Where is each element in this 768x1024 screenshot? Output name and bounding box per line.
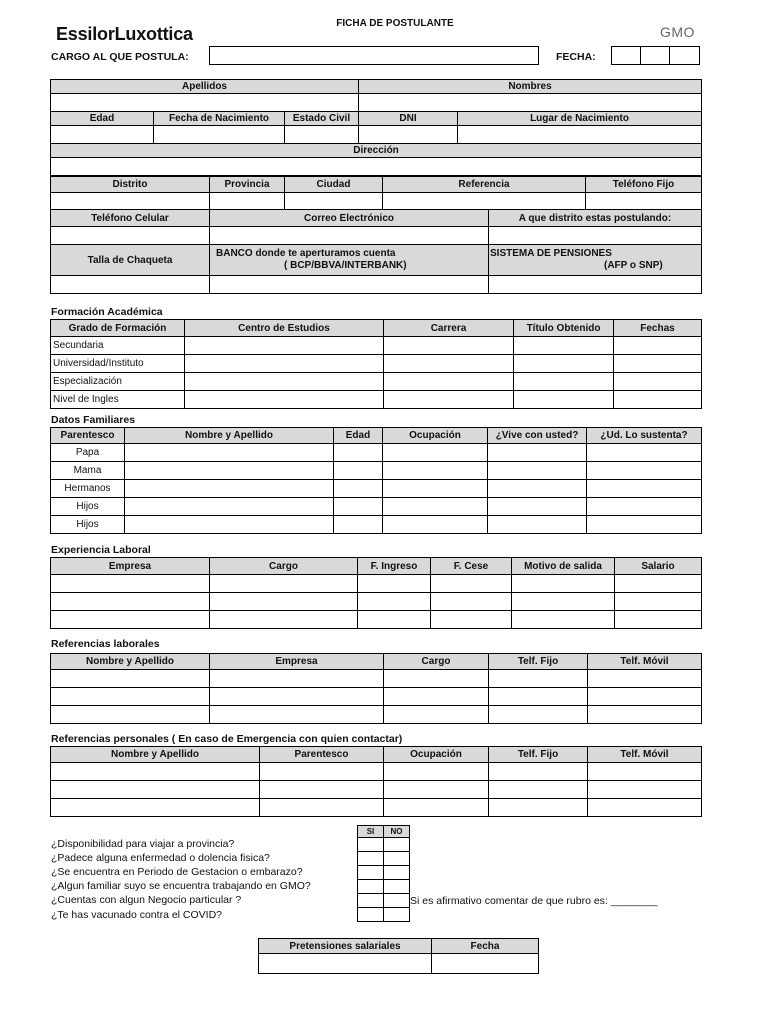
experiencia-cell[interactable] <box>358 593 431 611</box>
question-gestacion: ¿Se encuentra en Periodo de Gestacion o embarazo? <box>51 866 303 878</box>
experiencia-cell[interactable] <box>512 575 615 593</box>
experiencia-cell[interactable] <box>210 593 358 611</box>
brand-logo: GMO <box>660 24 695 40</box>
question-viajar: ¿Disponibilidad para viajar a provincia? <box>51 838 235 850</box>
table-row <box>51 462 702 480</box>
banco-header <box>210 245 489 276</box>
familiares-row-label: Papa <box>51 444 125 462</box>
formacion-header-fechas: Fechas <box>614 320 702 337</box>
lugar-nacimiento-header: Lugar de Nacimiento <box>458 112 702 126</box>
ref-laborales-header-empresa: Empresa <box>210 654 384 670</box>
fecha-nacimiento-input[interactable] <box>154 126 285 144</box>
ref-personales-header-fijo: Telf. Fijo <box>489 747 588 763</box>
dni-input[interactable] <box>359 126 458 144</box>
table-row <box>51 444 702 462</box>
contact-data-table <box>50 176 702 211</box>
ref-personales-cell[interactable] <box>384 799 489 817</box>
familiares-cell[interactable] <box>488 516 587 534</box>
referencia-input[interactable] <box>383 193 586 211</box>
no-checkbox[interactable] <box>384 894 410 908</box>
direccion-input[interactable] <box>51 158 702 176</box>
pretensiones-header: Pretensiones salariales <box>259 939 432 954</box>
talla-chaqueta-header: Talla de Chaqueta <box>51 245 210 276</box>
ref-laborales-header-movil: Telf. Móvil <box>588 654 702 670</box>
referencia-header: Referencia <box>383 177 586 193</box>
ref-personales-cell[interactable] <box>489 763 588 781</box>
estado-civil-header: Estado Civil <box>285 112 359 126</box>
familiares-cell[interactable] <box>383 480 488 498</box>
familiares-header-sustenta: ¿Ud. Lo sustenta? <box>587 428 702 444</box>
formacion-table <box>50 319 702 409</box>
cargo-label: CARGO AL QUE POSTULA: <box>51 51 189 63</box>
formacion-cell[interactable] <box>514 355 614 373</box>
experiencia-cell[interactable] <box>51 593 210 611</box>
question-familiar-gmo: ¿Algun familiar suyo se encuentra trabajando en GMO? <box>51 880 311 892</box>
table-row <box>51 593 702 611</box>
formacion-cell[interactable] <box>384 355 514 373</box>
familiares-row-label: Hermanos <box>51 480 125 498</box>
familiares-cell[interactable] <box>488 444 587 462</box>
familiares-cell[interactable] <box>125 480 334 498</box>
si-checkbox[interactable] <box>358 852 384 866</box>
personal-data-table <box>50 79 702 176</box>
ref-personales-cell[interactable] <box>51 763 260 781</box>
formacion-cell[interactable] <box>185 337 384 355</box>
experiencia-header-cese: F. Cese <box>431 558 512 575</box>
fecha-nacimiento-header: Fecha de Nacimiento <box>154 112 285 126</box>
no-checkbox[interactable] <box>384 866 410 880</box>
formacion-row-label: Especialización <box>51 373 185 391</box>
pretensiones-input[interactable] <box>259 954 432 974</box>
formacion-row-label: Secundaria <box>51 337 185 355</box>
ref-personales-header-ocupacion: Ocupación <box>384 747 489 763</box>
familiares-cell[interactable] <box>587 444 702 462</box>
ref-laborales-section-title: Referencias laborales <box>51 638 160 650</box>
ref-laborales-cell[interactable] <box>384 670 489 688</box>
familiares-row-label: Mama <box>51 462 125 480</box>
si-checkbox[interactable] <box>358 838 384 852</box>
table-row <box>51 337 702 355</box>
rubro-comment: Si es afirmativo comentar de que rubro es: ________ <box>410 895 658 907</box>
table-row <box>51 391 702 409</box>
ref-personales-cell[interactable] <box>384 781 489 799</box>
table-row <box>51 575 702 593</box>
nombres-header: Nombres <box>359 80 702 94</box>
banco-header-line2: ( BCP/BBVA/INTERBANK) <box>284 260 407 271</box>
ref-personales-cell[interactable] <box>588 781 702 799</box>
formacion-cell[interactable] <box>614 373 702 391</box>
table-row <box>51 355 702 373</box>
experiencia-cell[interactable] <box>358 575 431 593</box>
formacion-cell[interactable] <box>384 337 514 355</box>
familiares-header-edad: Edad <box>334 428 383 444</box>
formacion-header-centro: Centro de Estudios <box>185 320 384 337</box>
familiares-cell[interactable] <box>334 498 383 516</box>
formacion-cell[interactable] <box>514 373 614 391</box>
table-row <box>51 611 702 629</box>
si-checkbox[interactable] <box>358 866 384 880</box>
formacion-cell[interactable] <box>614 337 702 355</box>
form-title: FICHA DE POSTULANTE <box>336 18 454 29</box>
telefono-fijo-header: Teléfono Fijo <box>586 177 702 193</box>
telefono-celular-header: Teléfono Celular <box>51 210 210 227</box>
provincia-header: Provincia <box>210 177 285 193</box>
si-no-table <box>357 825 410 922</box>
banco-header-line1: BANCO donde te aperturamos cuenta <box>216 248 396 259</box>
familiares-cell[interactable] <box>125 498 334 516</box>
ciudad-input[interactable] <box>285 193 383 211</box>
ref-laborales-cell[interactable] <box>384 688 489 706</box>
familiares-row-label: Hijos <box>51 498 125 516</box>
banco-input[interactable] <box>210 276 489 294</box>
familiares-cell[interactable] <box>587 498 702 516</box>
ref-personales-header-movil: Telf. Móvil <box>588 747 702 763</box>
familiares-cell[interactable] <box>125 462 334 480</box>
formacion-cell[interactable] <box>614 391 702 409</box>
familiares-section-title: Datos Familiares <box>51 414 136 426</box>
experiencia-cell[interactable] <box>512 593 615 611</box>
question-covid: ¿Te has vacunado contra el COVID? <box>51 909 223 921</box>
correo-input[interactable] <box>210 227 489 245</box>
table-row <box>51 480 702 498</box>
familiares-cell[interactable] <box>383 444 488 462</box>
no-checkbox[interactable] <box>384 880 410 894</box>
formacion-header-carrera: Carrera <box>384 320 514 337</box>
ref-laborales-table <box>50 653 702 724</box>
ref-personales-table <box>50 746 702 817</box>
provincia-input[interactable] <box>210 193 285 211</box>
ref-laborales-cell[interactable] <box>489 670 588 688</box>
familiares-cell[interactable] <box>587 480 702 498</box>
formacion-cell[interactable] <box>185 373 384 391</box>
ref-personales-cell[interactable] <box>260 799 384 817</box>
fecha-day-input[interactable] <box>611 46 641 65</box>
distrito-header: Distrito <box>51 177 210 193</box>
pretensiones-fecha-header: Fecha <box>432 939 539 954</box>
experiencia-cell[interactable] <box>210 611 358 629</box>
familiares-cell[interactable] <box>488 462 587 480</box>
familiares-cell[interactable] <box>383 462 488 480</box>
experiencia-table <box>50 557 702 629</box>
ref-personales-header-parentesco: Parentesco <box>260 747 384 763</box>
familiares-cell[interactable] <box>587 516 702 534</box>
experiencia-cell[interactable] <box>358 611 431 629</box>
no-checkbox[interactable] <box>384 852 410 866</box>
pretensiones-fecha-input[interactable] <box>432 954 539 974</box>
table-row <box>51 799 702 817</box>
pretensiones-table <box>258 938 539 974</box>
experiencia-cell[interactable] <box>615 575 702 593</box>
telefono-fijo-input[interactable] <box>586 193 702 211</box>
ciudad-header: Ciudad <box>285 177 383 193</box>
table-row <box>51 373 702 391</box>
ref-personales-cell[interactable] <box>489 781 588 799</box>
experiencia-header-motivo: Motivo de salida <box>512 558 615 575</box>
experiencia-cell[interactable] <box>615 611 702 629</box>
experiencia-cell[interactable] <box>210 575 358 593</box>
edad-input[interactable] <box>51 126 154 144</box>
experiencia-header-empresa: Empresa <box>51 558 210 575</box>
telefono-celular-input[interactable] <box>51 227 210 245</box>
ref-personales-cell[interactable] <box>588 763 702 781</box>
no-checkbox[interactable] <box>384 908 410 922</box>
si-checkbox[interactable] <box>358 894 384 908</box>
experiencia-section-title: Experiencia Laboral <box>51 544 151 556</box>
ref-personales-section-title: Referencias personales ( En caso de Emergencia con quien contactar) <box>51 733 403 745</box>
no-header: NO <box>384 826 410 838</box>
formacion-row-label: Nivel de Ingles <box>51 391 185 409</box>
ref-personales-cell[interactable] <box>384 763 489 781</box>
formacion-header-titulo: Título Obtenido <box>514 320 614 337</box>
question-enfermedad: ¿Padece alguna enfermedad o dolencia fisica? <box>51 852 270 864</box>
experiencia-cell[interactable] <box>512 611 615 629</box>
familiares-cell[interactable] <box>488 480 587 498</box>
experiencia-cell[interactable] <box>431 575 512 593</box>
lugar-nacimiento-input[interactable] <box>458 126 702 144</box>
ref-laborales-cell[interactable] <box>51 688 210 706</box>
table-row <box>51 781 702 799</box>
ref-laborales-cell[interactable] <box>210 688 384 706</box>
formacion-row-label: Universidad/Instituto <box>51 355 185 373</box>
experiencia-cell[interactable] <box>615 593 702 611</box>
distrito-input[interactable] <box>51 193 210 211</box>
ref-laborales-cell[interactable] <box>588 706 702 724</box>
direccion-header: Dirección <box>51 144 702 158</box>
formacion-header-grado: Grado de Formación <box>51 320 185 337</box>
table-row <box>51 670 702 688</box>
dni-header: DNI <box>359 112 458 126</box>
fecha-year-input[interactable] <box>669 46 700 65</box>
experiencia-cell[interactable] <box>431 593 512 611</box>
familiares-cell[interactable] <box>125 516 334 534</box>
familiares-cell[interactable] <box>334 462 383 480</box>
ref-laborales-cell[interactable] <box>489 706 588 724</box>
ref-laborales-cell[interactable] <box>51 706 210 724</box>
experiencia-header-salario: Salario <box>615 558 702 575</box>
ref-personales-cell[interactable] <box>588 799 702 817</box>
experiencia-header-cargo: Cargo <box>210 558 358 575</box>
si-checkbox[interactable] <box>358 908 384 922</box>
familiares-cell[interactable] <box>334 480 383 498</box>
pensiones-header-line1: SISTEMA DE PENSIONES <box>490 248 612 259</box>
formacion-cell[interactable] <box>514 391 614 409</box>
question-negocio: ¿Cuentas con algun Negocio particular ? <box>51 894 242 906</box>
familiares-cell[interactable] <box>334 516 383 534</box>
fecha-month-input[interactable] <box>640 46 670 65</box>
ref-laborales-cell[interactable] <box>384 706 489 724</box>
si-header: SI <box>358 826 384 838</box>
familiares-table <box>50 427 702 534</box>
ref-personales-cell[interactable] <box>51 799 260 817</box>
familiares-cell[interactable] <box>334 444 383 462</box>
ref-personales-cell[interactable] <box>489 799 588 817</box>
experiencia-cell[interactable] <box>51 575 210 593</box>
table-row <box>51 706 702 724</box>
familiares-cell[interactable] <box>488 498 587 516</box>
si-checkbox[interactable] <box>358 880 384 894</box>
ref-personales-cell[interactable] <box>51 781 260 799</box>
familiares-header-vive: ¿Vive con usted? <box>488 428 587 444</box>
cargo-input[interactable] <box>209 46 539 65</box>
distrito-postula-header: A que distrito estas postulando: <box>489 210 702 227</box>
familiares-cell[interactable] <box>383 516 488 534</box>
fecha-label: FECHA: <box>556 51 596 63</box>
ref-personales-header-nombre: Nombre y Apellido <box>51 747 260 763</box>
extra-data-table <box>50 209 702 294</box>
formacion-cell[interactable] <box>514 337 614 355</box>
familiares-header-ocupacion: Ocupación <box>383 428 488 444</box>
familiares-header-parentesco: Parentesco <box>51 428 125 444</box>
formacion-cell[interactable] <box>185 355 384 373</box>
no-checkbox[interactable] <box>384 838 410 852</box>
formacion-cell[interactable] <box>384 391 514 409</box>
experiencia-cell[interactable] <box>431 611 512 629</box>
ref-laborales-header-nombre: Nombre y Apellido <box>51 654 210 670</box>
estado-civil-input[interactable] <box>285 126 359 144</box>
talla-chaqueta-input[interactable] <box>51 276 210 294</box>
ref-laborales-cell[interactable] <box>588 670 702 688</box>
edad-header: Edad <box>51 112 154 126</box>
pensiones-input[interactable] <box>489 276 702 294</box>
formacion-cell[interactable] <box>185 391 384 409</box>
ref-laborales-header-cargo: Cargo <box>384 654 489 670</box>
familiares-cell[interactable] <box>125 444 334 462</box>
ref-laborales-header-fijo: Telf. Fijo <box>489 654 588 670</box>
table-row <box>51 763 702 781</box>
formacion-cell[interactable] <box>614 355 702 373</box>
correo-header: Correo Electrónico <box>210 210 489 227</box>
familiares-cell[interactable] <box>587 462 702 480</box>
ref-laborales-cell[interactable] <box>210 706 384 724</box>
pensiones-header-line2: (AFP o SNP) <box>604 260 663 271</box>
familiares-header-nombre: Nombre y Apellido <box>125 428 334 444</box>
formacion-cell[interactable] <box>384 373 514 391</box>
apellidos-header: Apellidos <box>51 80 359 94</box>
experiencia-cell[interactable] <box>51 611 210 629</box>
pensiones-header <box>489 245 702 276</box>
nombres-input[interactable] <box>359 94 702 112</box>
ref-personales-cell[interactable] <box>260 763 384 781</box>
experiencia-header-ingreso: F. Ingreso <box>358 558 431 575</box>
company-logo: EssilorLuxottica <box>56 24 193 44</box>
distrito-postula-input[interactable] <box>489 227 702 245</box>
ref-laborales-cell[interactable] <box>210 670 384 688</box>
formacion-section-title: Formación Académica <box>51 306 163 318</box>
table-row <box>51 498 702 516</box>
table-row <box>51 516 702 534</box>
ref-laborales-cell[interactable] <box>588 688 702 706</box>
table-row <box>51 688 702 706</box>
ref-laborales-cell[interactable] <box>51 670 210 688</box>
familiares-row-label: Hijos <box>51 516 125 534</box>
ref-personales-cell[interactable] <box>260 781 384 799</box>
apellidos-input[interactable] <box>51 94 359 112</box>
familiares-cell[interactable] <box>383 498 488 516</box>
ref-laborales-cell[interactable] <box>489 688 588 706</box>
